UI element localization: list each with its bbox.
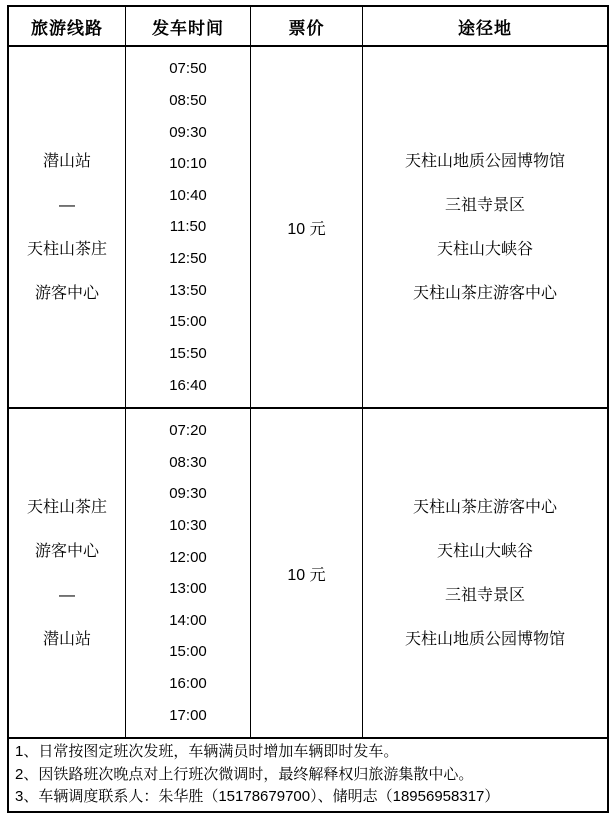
route-line: 潜山站 <box>42 630 91 648</box>
column-header-departure-time-label: 发车时间 <box>152 18 224 38</box>
departure-time: 10:30 <box>169 517 207 535</box>
column-header-route <box>9 7 126 47</box>
ticket-price: 10 元 <box>287 220 326 238</box>
footer-notes <box>9 739 607 811</box>
via-stop: 天柱山茶庄游客中心 <box>412 284 557 302</box>
row2-via-cell <box>363 409 607 739</box>
departure-time: 07:20 <box>169 422 207 440</box>
row1-via-cell <box>363 47 607 409</box>
column-header-via <box>363 7 607 47</box>
footer-note-line: 1、日常按图定班次发班，车辆满员时增加车辆即时发车。 <box>15 743 399 761</box>
row2-times-cell <box>126 409 251 739</box>
via-stop: 三祖寺景区 <box>444 586 525 604</box>
departure-time: 12:50 <box>169 250 207 268</box>
route-line: — <box>59 586 75 604</box>
departure-time: 14:00 <box>169 611 207 629</box>
column-header-via-label: 途径地 <box>458 18 512 38</box>
via-stop: 三祖寺景区 <box>444 196 525 214</box>
route-line: 游客中心 <box>34 284 99 302</box>
departure-time: 16:00 <box>169 675 207 693</box>
via-stop: 天柱山地质公园博物馆 <box>404 630 565 648</box>
departure-time: 10:40 <box>169 186 207 204</box>
departure-time: 16:40 <box>169 376 207 394</box>
route-line: 天柱山茶庄 <box>26 240 107 258</box>
row1-price-cell <box>251 47 363 409</box>
departure-time: 12:00 <box>169 548 207 566</box>
departure-time: 09:30 <box>169 485 207 503</box>
route-line: 天柱山茶庄 <box>26 498 107 516</box>
column-header-price <box>251 7 363 47</box>
departure-time: 08:30 <box>169 453 207 471</box>
departure-time: 09:30 <box>169 123 207 141</box>
via-stop: 天柱山大峡谷 <box>436 542 533 560</box>
column-header-route-label: 旅游线路 <box>31 18 103 38</box>
departure-time: 13:50 <box>169 281 207 299</box>
departure-time: 13:00 <box>169 580 207 598</box>
row1-times-cell <box>126 47 251 409</box>
departure-time: 11:50 <box>169 218 207 236</box>
route-line: 游客中心 <box>34 542 99 560</box>
departure-time: 08:50 <box>169 91 207 109</box>
route-line: — <box>59 196 75 214</box>
departure-time: 07:50 <box>169 60 207 78</box>
footer-note-line: 3、车辆调度联系人：朱华胜（15178679700）、储明志（18956958317） <box>15 788 500 806</box>
footer-note-line: 2、因铁路班次晚点对上行班次微调时，最终解释权归旅游集散中心。 <box>15 765 474 783</box>
bus-schedule-table <box>7 5 609 813</box>
row2-route-cell <box>9 409 126 739</box>
departure-time: 15:00 <box>169 643 207 661</box>
route-line: 潜山站 <box>42 152 91 170</box>
column-header-price-label: 票价 <box>288 18 325 38</box>
column-header-departure-time <box>126 7 251 47</box>
departure-time: 17:00 <box>169 706 207 724</box>
departure-time: 15:50 <box>169 344 207 362</box>
departure-time: 10:10 <box>169 155 207 173</box>
row2-price-cell <box>251 409 363 739</box>
via-stop: 天柱山大峡谷 <box>436 240 533 258</box>
via-stop: 天柱山地质公园博物馆 <box>404 152 565 170</box>
via-stop: 天柱山茶庄游客中心 <box>412 498 557 516</box>
departure-time: 15:00 <box>169 313 207 331</box>
ticket-price: 10 元 <box>287 566 326 584</box>
row1-route-cell <box>9 47 126 409</box>
